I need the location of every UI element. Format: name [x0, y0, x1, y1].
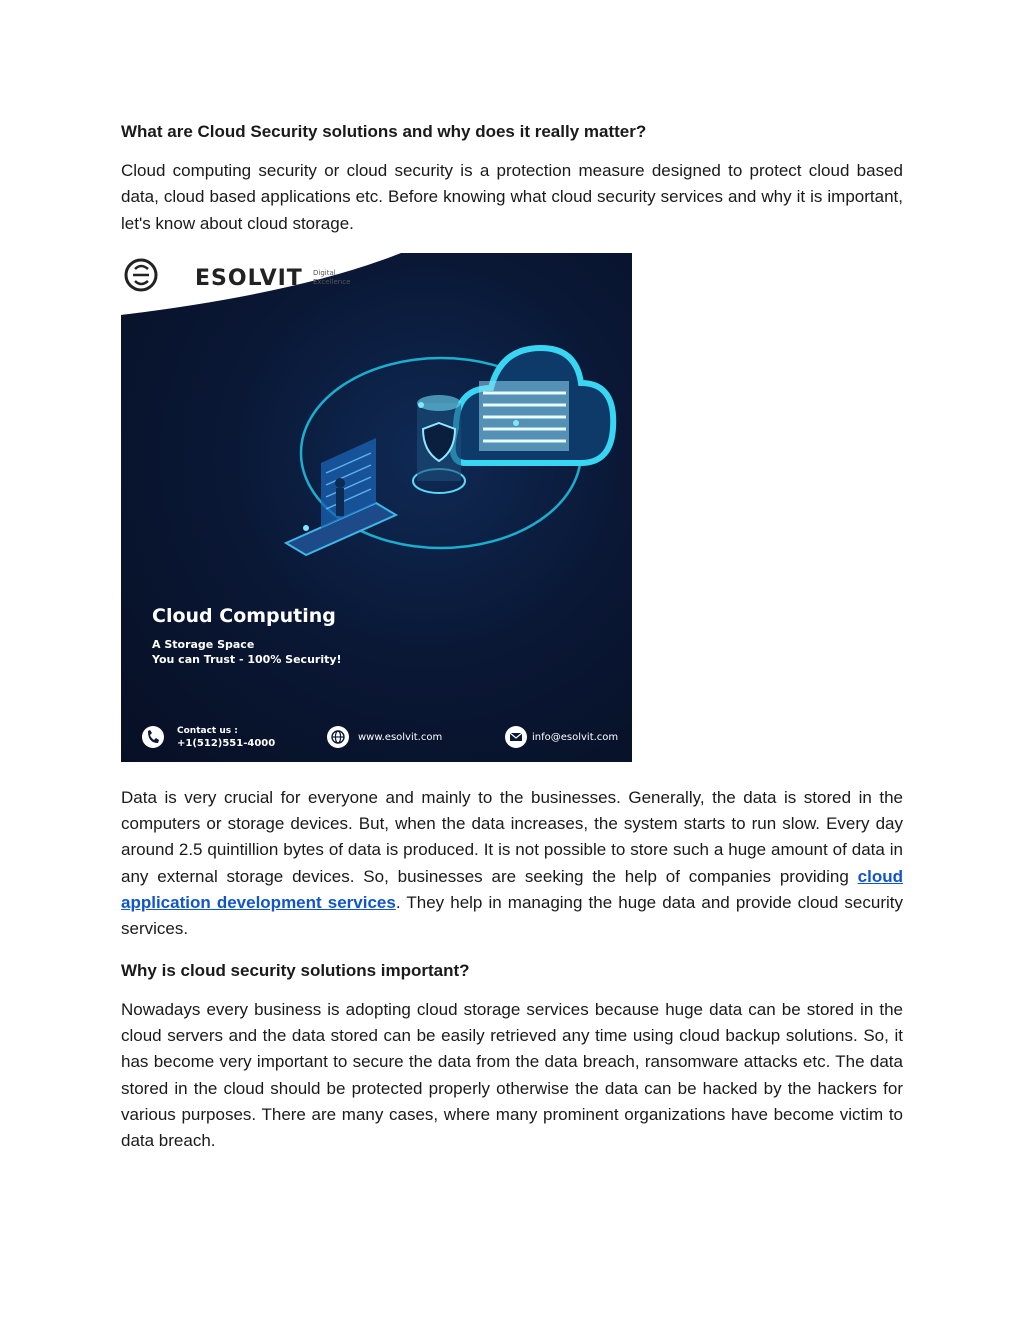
paragraph-nowadays: Nowadays every business is adopting cloud storage services because huge data can be stored in the cloud servers and the data stored can be easily retrieved any time using cloud backup solutions. So, it has become very important to secure the data from the data breach, ransomware attacks etc. The data stored in the cloud should be protected properly otherwise the data can be hacked by the hackers for various purposes. There are many cases, where many prominent organizations have become victim to data breach.: [121, 999, 903, 1151]
contact-phone: +1(512)551-4000: [177, 737, 276, 749]
contact-label: Contact us :: [177, 725, 238, 736]
paragraph-intro: Cloud computing security or cloud security is a protection measure designed to protect cloud based data, cloud based applications etc. Before knowing what cloud security services and why it is important, let's know about cloud storage.: [121, 161, 903, 233]
heading-what-are-cloud-security: What are Cloud Security solutions and why does it really matter?: [121, 122, 647, 141]
brand-name: ESOLVIT: [195, 265, 303, 291]
glow-dot: [513, 420, 519, 426]
banner-title: Cloud Computing: [152, 604, 336, 627]
glow-dot: [418, 402, 424, 408]
document-page: [121, 118, 903, 1154]
paragraph-data-text-before: Data is very crucial for everyone and mainly to the businesses. Generally, the data is stored in the computers or storage devices. But, when the data increases, the system starts to run slow. Every day around 2.5 quintillion bytes of data is produced. It is not possible to store such a huge amount of data in any external storage devices. So, businesses are seeking the help of companies providing: [121, 787, 903, 886]
cloud-icon: [453, 348, 614, 463]
contact-email: info@esolvit.com: [532, 731, 619, 743]
phone-icon: [142, 726, 164, 748]
paragraph-data-text-after: . They help in managing the huge data and provide cloud security services.: [121, 893, 903, 939]
cloud-computing-banner: [121, 253, 632, 762]
brand-tagline: Digital Excellence: [313, 268, 351, 286]
banner-illustration: [121, 253, 632, 762]
contact-website: www.esolvit.com: [358, 731, 443, 743]
banner-subtitle: A Storage Space You can Trust - 100% Security!: [152, 637, 342, 666]
paragraph-data-crucial: [121, 785, 903, 943]
shield-icon: [413, 395, 465, 493]
heading-why-important: Why is cloud security solutions important?: [121, 960, 470, 980]
cloud-app-dev-services-link[interactable]: cloud application development services: [121, 866, 903, 913]
glow-dot: [303, 525, 309, 531]
